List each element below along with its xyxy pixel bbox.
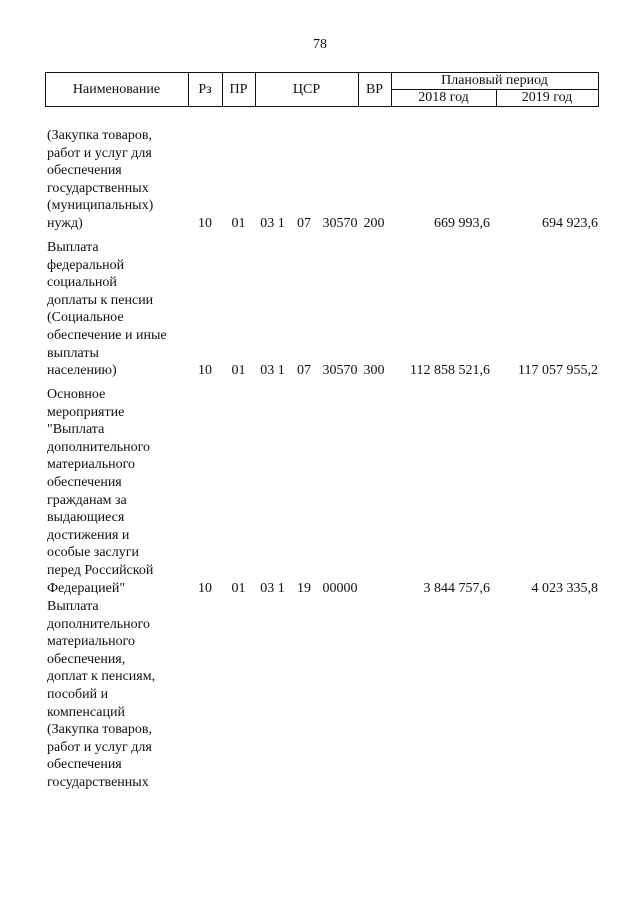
- year-2019-cell: 694 923,6: [542, 216, 598, 231]
- csr-subprogram-cell: 07: [297, 363, 311, 379]
- row-name-line: пособий и: [47, 686, 109, 702]
- row-name-line: (муниципальных): [47, 198, 154, 214]
- row-name-line: Основное: [47, 387, 106, 402]
- header-csr: ЦСР: [292, 82, 321, 97]
- vr-cell: 300: [363, 363, 385, 379]
- row-name-line: населению): [47, 363, 117, 379]
- row-name-line: мероприятие: [47, 404, 125, 420]
- row-name-line: Федерацией": [47, 580, 126, 596]
- header-vr: ВР: [365, 82, 384, 97]
- csr-subprogram-cell: 07: [297, 216, 311, 231]
- pr-cell: 01: [231, 363, 246, 379]
- row-name-line: особые заслуги: [47, 545, 139, 561]
- row-name-line: государственных: [47, 180, 149, 196]
- rz-cell: 10: [198, 580, 212, 596]
- row-name-line: работ и услуг для: [47, 145, 152, 161]
- csr-code-cell: 00000: [322, 580, 358, 596]
- row-name-line: выдающиеся: [47, 510, 125, 526]
- csr-code-cell: 30570: [322, 216, 358, 231]
- row-name-line: "Выплата: [47, 422, 105, 438]
- pr-cell: 01: [231, 580, 246, 596]
- row-name-line: доплаты к пенсии: [47, 292, 154, 308]
- row-name-line: гражданам за: [47, 492, 127, 508]
- year-2018-cell: 112 858 521,6: [410, 363, 490, 379]
- row-name-line: (Закупка товаров,: [47, 128, 152, 143]
- row-name-line: Выплата: [47, 240, 99, 255]
- row-name-line: перед Российской: [47, 562, 154, 578]
- row-name-line: (Закупка товаров,: [47, 722, 152, 738]
- row-name-line: дополнительного: [47, 439, 150, 455]
- header-pr: ПР: [229, 82, 248, 97]
- row-name-line: социальной: [47, 275, 117, 291]
- csr-program-cell: 03 1: [260, 580, 285, 596]
- page-number: 78: [313, 37, 327, 52]
- pr-cell: 01: [231, 216, 246, 231]
- header-name: Наименование: [72, 82, 161, 97]
- row-name-line: нужд): [47, 215, 83, 231]
- year-2019-cell: 4 023 335,8: [531, 580, 598, 596]
- row-name-line: обеспечение и иные: [47, 327, 167, 343]
- row-name-line: Выплата: [47, 599, 99, 614]
- vr-cell: 200: [363, 216, 385, 231]
- row-name-line: дополнительного: [47, 616, 150, 632]
- row-name: [47, 598, 197, 792]
- rz-cell: 10: [198, 216, 212, 231]
- csr-code-cell: 30570: [322, 363, 358, 379]
- row-name-line: обеспечения: [47, 474, 122, 490]
- header-year-2019: 2019 год: [521, 90, 573, 105]
- year-2019-cell: 117 057 955,2: [518, 363, 598, 379]
- row-name-line: федеральной: [47, 257, 125, 273]
- row-name-line: доплат к пенсиям,: [47, 669, 156, 685]
- row-name-line: выплаты: [47, 345, 99, 361]
- csr-program-cell: 03 1: [260, 216, 285, 231]
- row-name: [47, 239, 197, 380]
- row-name-line: государственных: [47, 774, 149, 790]
- header-year-2018: 2018 год: [418, 90, 469, 105]
- row-name-line: компенсаций: [47, 704, 125, 720]
- row-name-line: материального: [47, 457, 136, 473]
- year-2018-cell: 669 993,6: [434, 216, 490, 231]
- year-2018-cell: 3 844 757,6: [423, 580, 490, 596]
- row-name-line: (Социальное: [47, 310, 124, 326]
- row-name-line: работ и услуг для: [47, 739, 152, 755]
- header-rz: Рз: [198, 82, 212, 97]
- csr-subprogram-cell: 19: [297, 580, 311, 596]
- row-name-line: материального: [47, 634, 136, 650]
- row-name-line: достижения и: [47, 527, 130, 543]
- rz-cell: 10: [198, 363, 212, 379]
- row-name-line: обеспечения: [47, 757, 122, 773]
- row-name: [47, 127, 197, 233]
- csr-program-cell: 03 1: [260, 363, 285, 379]
- row-name-line: обеспечения: [47, 163, 122, 179]
- header-planned-period: Плановый период: [441, 73, 548, 88]
- row-name-line: обеспечения,: [47, 651, 126, 667]
- row-name: [47, 386, 197, 597]
